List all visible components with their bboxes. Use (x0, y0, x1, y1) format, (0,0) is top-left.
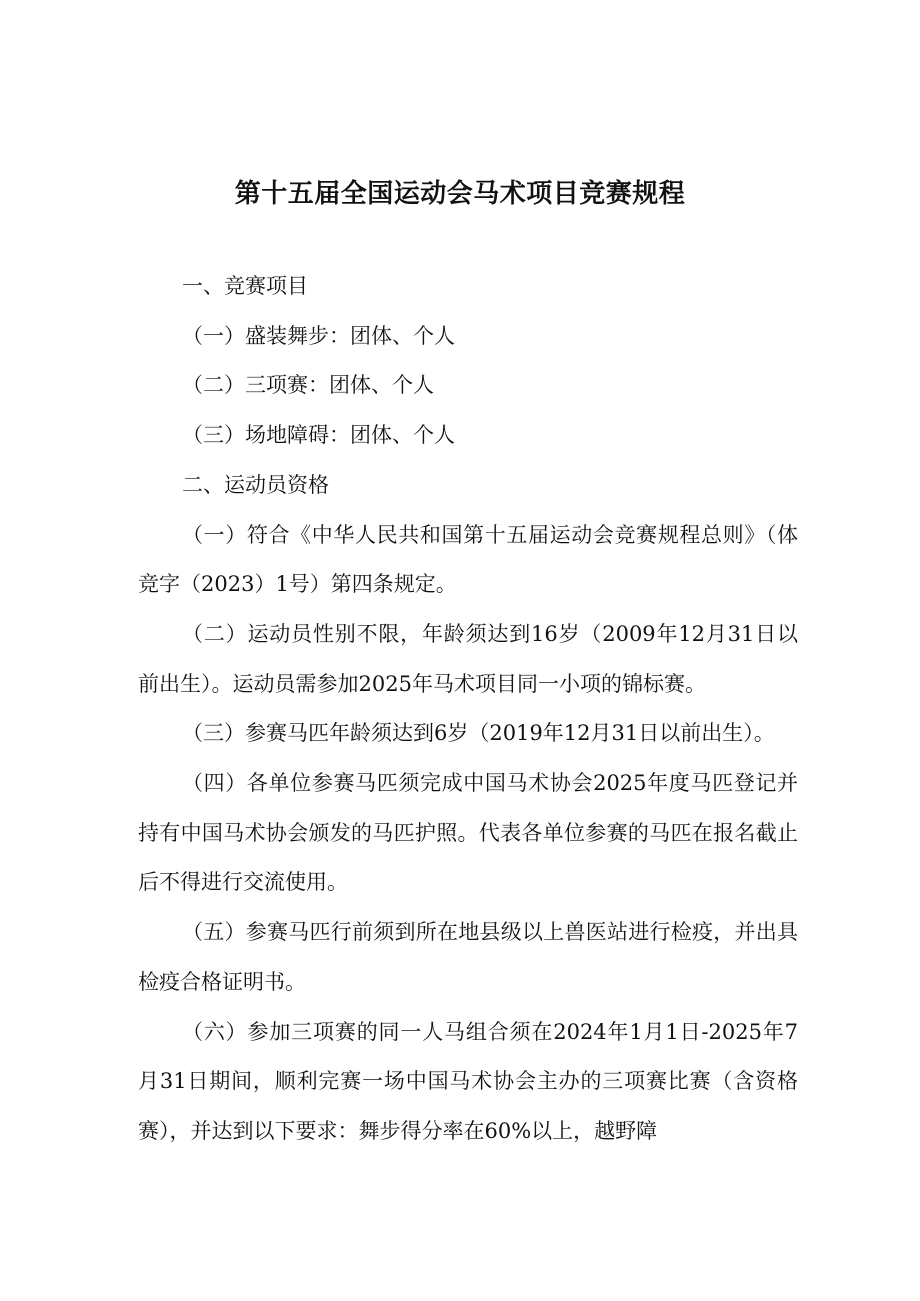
section-heading-eligibility: 二、运动员资格 (182, 472, 329, 497)
eligibility-item-6: （六）参加三项赛的同一人马组合须在2024年1月1日-2025年7月31日期间，顺利完赛一场中国马术协会主办的三项赛比赛（含资格赛），并达到以下要求：舞步得分率在60%以上，越野障 (138, 1019, 798, 1143)
document-title: 第十五届全国运动会马术项目竞赛规程 (234, 179, 686, 209)
eligibility-item-2: （二）运动员性别不限，年龄须达到16岁（2009年12月31日以前出生）。运动员需参加2025年马术项目同一小项的锦标赛。 (138, 621, 798, 696)
section-heading-events: 一、竞赛项目 (182, 274, 308, 298)
eligibility-item-4: （四）各单位参赛马匹须完成中国马术协会2025年度马匹登记并持有中国马术协会颁发的马匹护照。代表各单位参赛的马匹在报名截止后不得进行交流使用。 (138, 771, 798, 895)
eligibility-item-1: （一）符合《中华人民共和国第十五届运动会竞赛规程总则》（体竞字（2023）1号）第四条规定。 (138, 522, 798, 597)
event-item-eventing: （二）三项赛：团体、个人 (182, 373, 434, 398)
event-item-dressage: （一）盛装舞步：团体、个人 (182, 323, 455, 348)
event-item-jumping: （三）场地障碍：团体、个人 (182, 423, 455, 448)
eligibility-item-3: （三）参赛马匹年龄须达到6岁（2019年12月31日以前出生）。 (182, 721, 775, 746)
document-body (138, 262, 798, 1157)
eligibility-item-5: （五）参赛马匹行前须到所在地县级以上兽医站进行检疫，并出具检疫合格证明书。 (138, 920, 798, 994)
